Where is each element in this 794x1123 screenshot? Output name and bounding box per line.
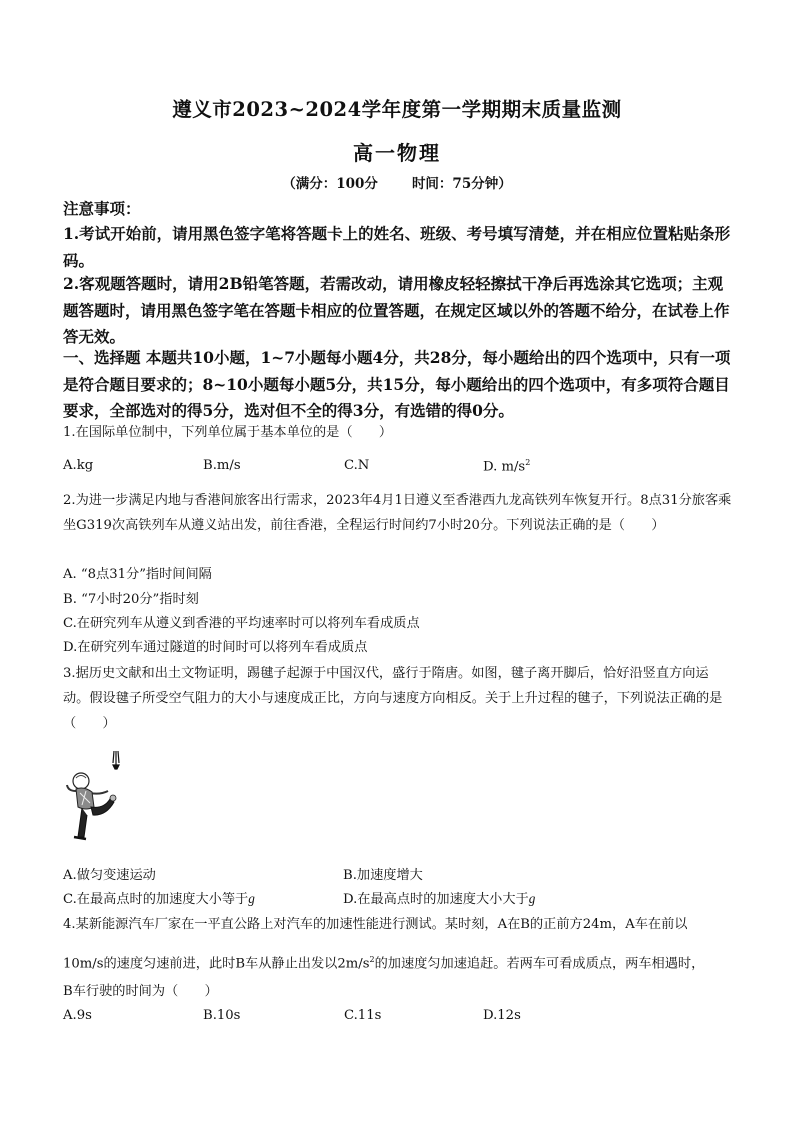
question-2-stem: 2.为进一步满足内地与香港间旅客出行需求，2023年4月1日遵义至香港西九龙高铁列车恢复开行。8点31分旅客乘坐G319次高铁列车从遵义站出发，前往香港，全程运行时间约7小时20分。下列说法正确的是（ ） [63,493,732,533]
q2-option-a: A. “8点31分”指时间间隔 [63,567,212,582]
q1-option-a: A.kg [63,458,94,473]
q3-option-c: C.在最高点时的加速度大小等于g [63,891,255,907]
full-score: （满分：100分 [282,176,378,192]
q1-option-c: C.N [344,458,370,473]
question-4-line-1: 4.某新能源汽车厂家在一平直公路上对汽车的加速性能进行测试。某时刻，A在B的正前方24m，A车在前以 [63,917,688,932]
shuttlecock-kicker-figure [64,745,134,855]
q4-option-b: B.10s [203,1008,241,1023]
q4-option-a: A.9s [63,1008,92,1023]
section-1-intro: 一、选择题 本题共10小题，1~7小题每小题4分，共28分，每小题给出的四个选项中，只有一项是符合题目要求的；8~10小题每小题5分，共15分，每小题给出的四个选项中，有多项符合题目要求，全部选对的得5分，选对但不全的得3分，有选错的得0分。 [63,348,731,420]
q3-option-b: B.加速度增大 [343,868,423,883]
exam-meta [0,172,794,192]
question-4-line-2: 10m/s的速度匀速前进，此时B车从静止出发以$2m/s^2$的加速度匀加速追赶。若两车可看成质点，两车相遇时， [63,955,705,972]
notice-item-1: 1.考试开始前，请用黑色签字笔将答题卡上的姓名、班级、考号填写清楚，并在相应位置粘贴条形码。 [63,224,731,270]
q3-option-d: D.在最高点时的加速度大小大于g [343,891,536,907]
notice-item-2: 2.客观题答题时，请用2B铅笔答题，若需改动，请用橡皮轻轻擦拭干净后再选涂其它选项；主观题答题时，请用黑色签字笔在答题卡相应的位置答题，在规定区域以外的答题不给分，在试卷上作答无效。 [63,274,730,346]
exam-time: 时间：75分钟） [411,176,512,192]
question-1-stem: 1.在国际单位制中，下列单位属于基本单位的是（ ） [63,425,393,440]
exam-title: 遵义市2023~2024学年度第一学期期末质量监测 [172,98,622,121]
question-4-line-3: B车行驶的时间为（ ） [63,984,218,999]
q2-option-b: B. “7小时20分”指时刻 [63,592,199,607]
q2-option-c: C.在研究列车从遵义到香港的平均速率时可以将列车看成质点 [63,616,420,631]
question-3-options-row-2 [63,888,733,910]
exam-subject: 高一物理 [353,141,441,165]
q3-option-a: A.做匀变速运动 [63,868,156,883]
q1-option-b: B.m/s [203,458,241,473]
q4-option-d: D.12s [483,1008,521,1023]
question-1-options [63,458,733,480]
q1-option-d: D. $m/s^2$ [483,458,531,475]
question-4-options [63,1008,733,1030]
q4-option-c: C.11s [344,1008,382,1023]
question-3-stem: 3.据历史文献和出土文物证明，踢毽子起源于中国汉代，盛行于隋唐。如图，毽子离开脚后，恰好沿竖直方向运动。假设毽子所受空气阻力的大小与速度成正比，方向与速度方向相反。关于上升过程的毽子，下列说法正确的是（ ） [63,666,723,731]
notice-heading: 注意事项： [63,199,141,218]
question-3-options-row-1 [63,864,733,886]
q2-option-d: D.在研究列车通过隧道的时间时可以将列车看成质点 [63,640,368,655]
